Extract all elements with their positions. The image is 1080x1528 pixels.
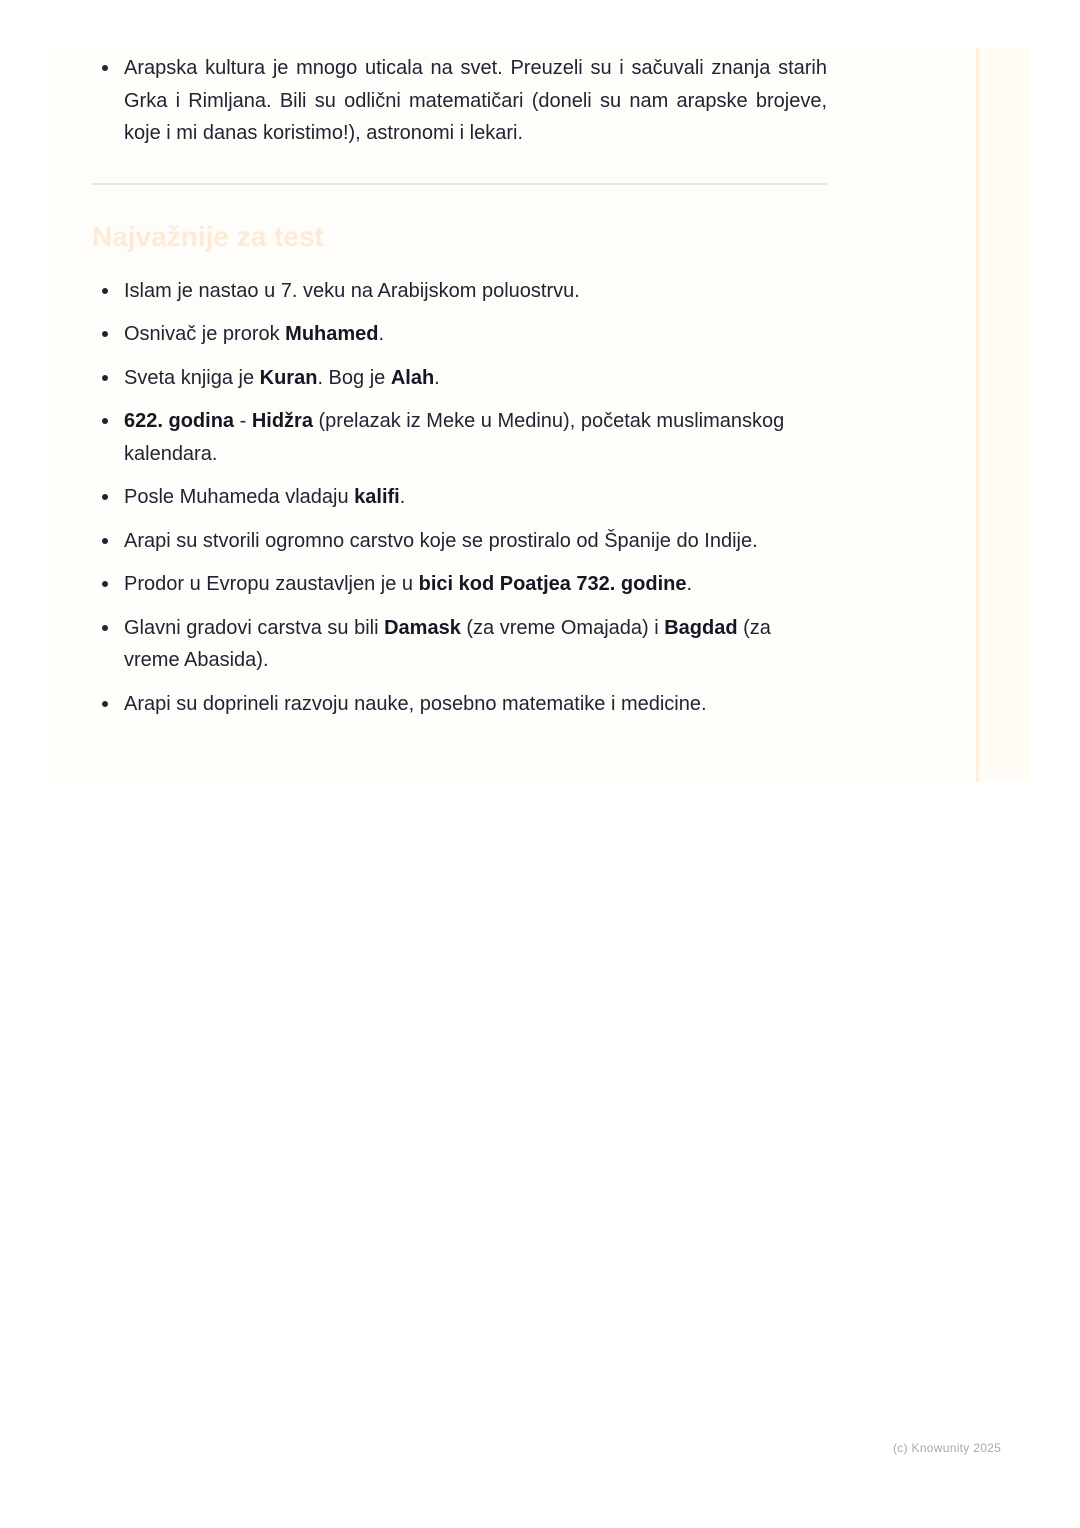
- bold-term: Muhamed: [285, 323, 379, 345]
- side-panel: [976, 48, 1030, 782]
- list-item-text: Islam je nastao u 7. veku na Arabijskom poluostrvu.: [124, 279, 580, 302]
- section-title: Najvažnije za test: [92, 220, 324, 252]
- bold-term: Hidžra: [251, 410, 313, 432]
- list-item-text: Sveta knjiga je: [124, 366, 260, 389]
- bold-term: Alah: [390, 366, 435, 389]
- list-item-text: -: [234, 410, 252, 432]
- bold-term: kalifi: [354, 486, 400, 508]
- list-item: [92, 568, 827, 601]
- list-item: [92, 362, 827, 395]
- bold-term: 622. godina: [124, 410, 235, 432]
- section-divider: [92, 183, 827, 185]
- bold-term: Kuran: [259, 366, 318, 389]
- list-item: [92, 52, 827, 150]
- list-item: [92, 405, 827, 470]
- list-item: [92, 612, 827, 677]
- list-item-text: Posle Muhameda vladaju: [124, 486, 355, 508]
- list-item-text: Arapi su stvorili ogromno carstvo koje se prostiralo od Španije do Indije.: [124, 529, 758, 552]
- list-item-text: Prodor u Evropu zaustavljen je u: [124, 573, 419, 595]
- list-item-text: (za vreme Omajada) i: [460, 616, 665, 639]
- bold-term: bici kod Poatjea 732. godine: [418, 573, 687, 595]
- list-item-text: .: [378, 323, 385, 345]
- list-item: [92, 688, 827, 721]
- list-item: [92, 318, 827, 351]
- list-item-text: .: [686, 573, 693, 595]
- list-item-text: (prelazak iz Meke u Medinu), početak muslimanskog kalendara.: [124, 410, 785, 465]
- copyright-footer: (c) Knowunity 2025: [893, 1441, 1002, 1455]
- intro-list: [92, 52, 827, 150]
- list-item-text: (za vreme Abasida).: [124, 616, 771, 671]
- document-content: [92, 52, 827, 731]
- list-item-text: .: [434, 366, 440, 389]
- list-item-text: Glavni gradovi carstva su bili: [124, 616, 385, 639]
- summary-list: [92, 275, 827, 721]
- list-item-text: Arapska kultura je mnogo uticala na svet. Preuzeli su i sačuvali znanja starih Grka i Rimljana. Bili su odlični matematičari (doneli su nam arapske brojeve, koje i mi danas koristimo!), astronomi i lekari.: [124, 57, 827, 144]
- list-item-text: Osnivač je prorok: [124, 323, 286, 345]
- bold-term: Bagdad: [664, 616, 738, 639]
- list-item-text: Arapi su doprineli razvoju nauke, posebno matematike i medicine.: [124, 692, 707, 715]
- list-item: [92, 275, 827, 308]
- list-item-text: . Bog je: [317, 366, 391, 389]
- list-item: [92, 525, 827, 558]
- bold-term: Damask: [384, 616, 461, 639]
- list-item-text: .: [399, 486, 406, 508]
- list-item: [92, 481, 827, 514]
